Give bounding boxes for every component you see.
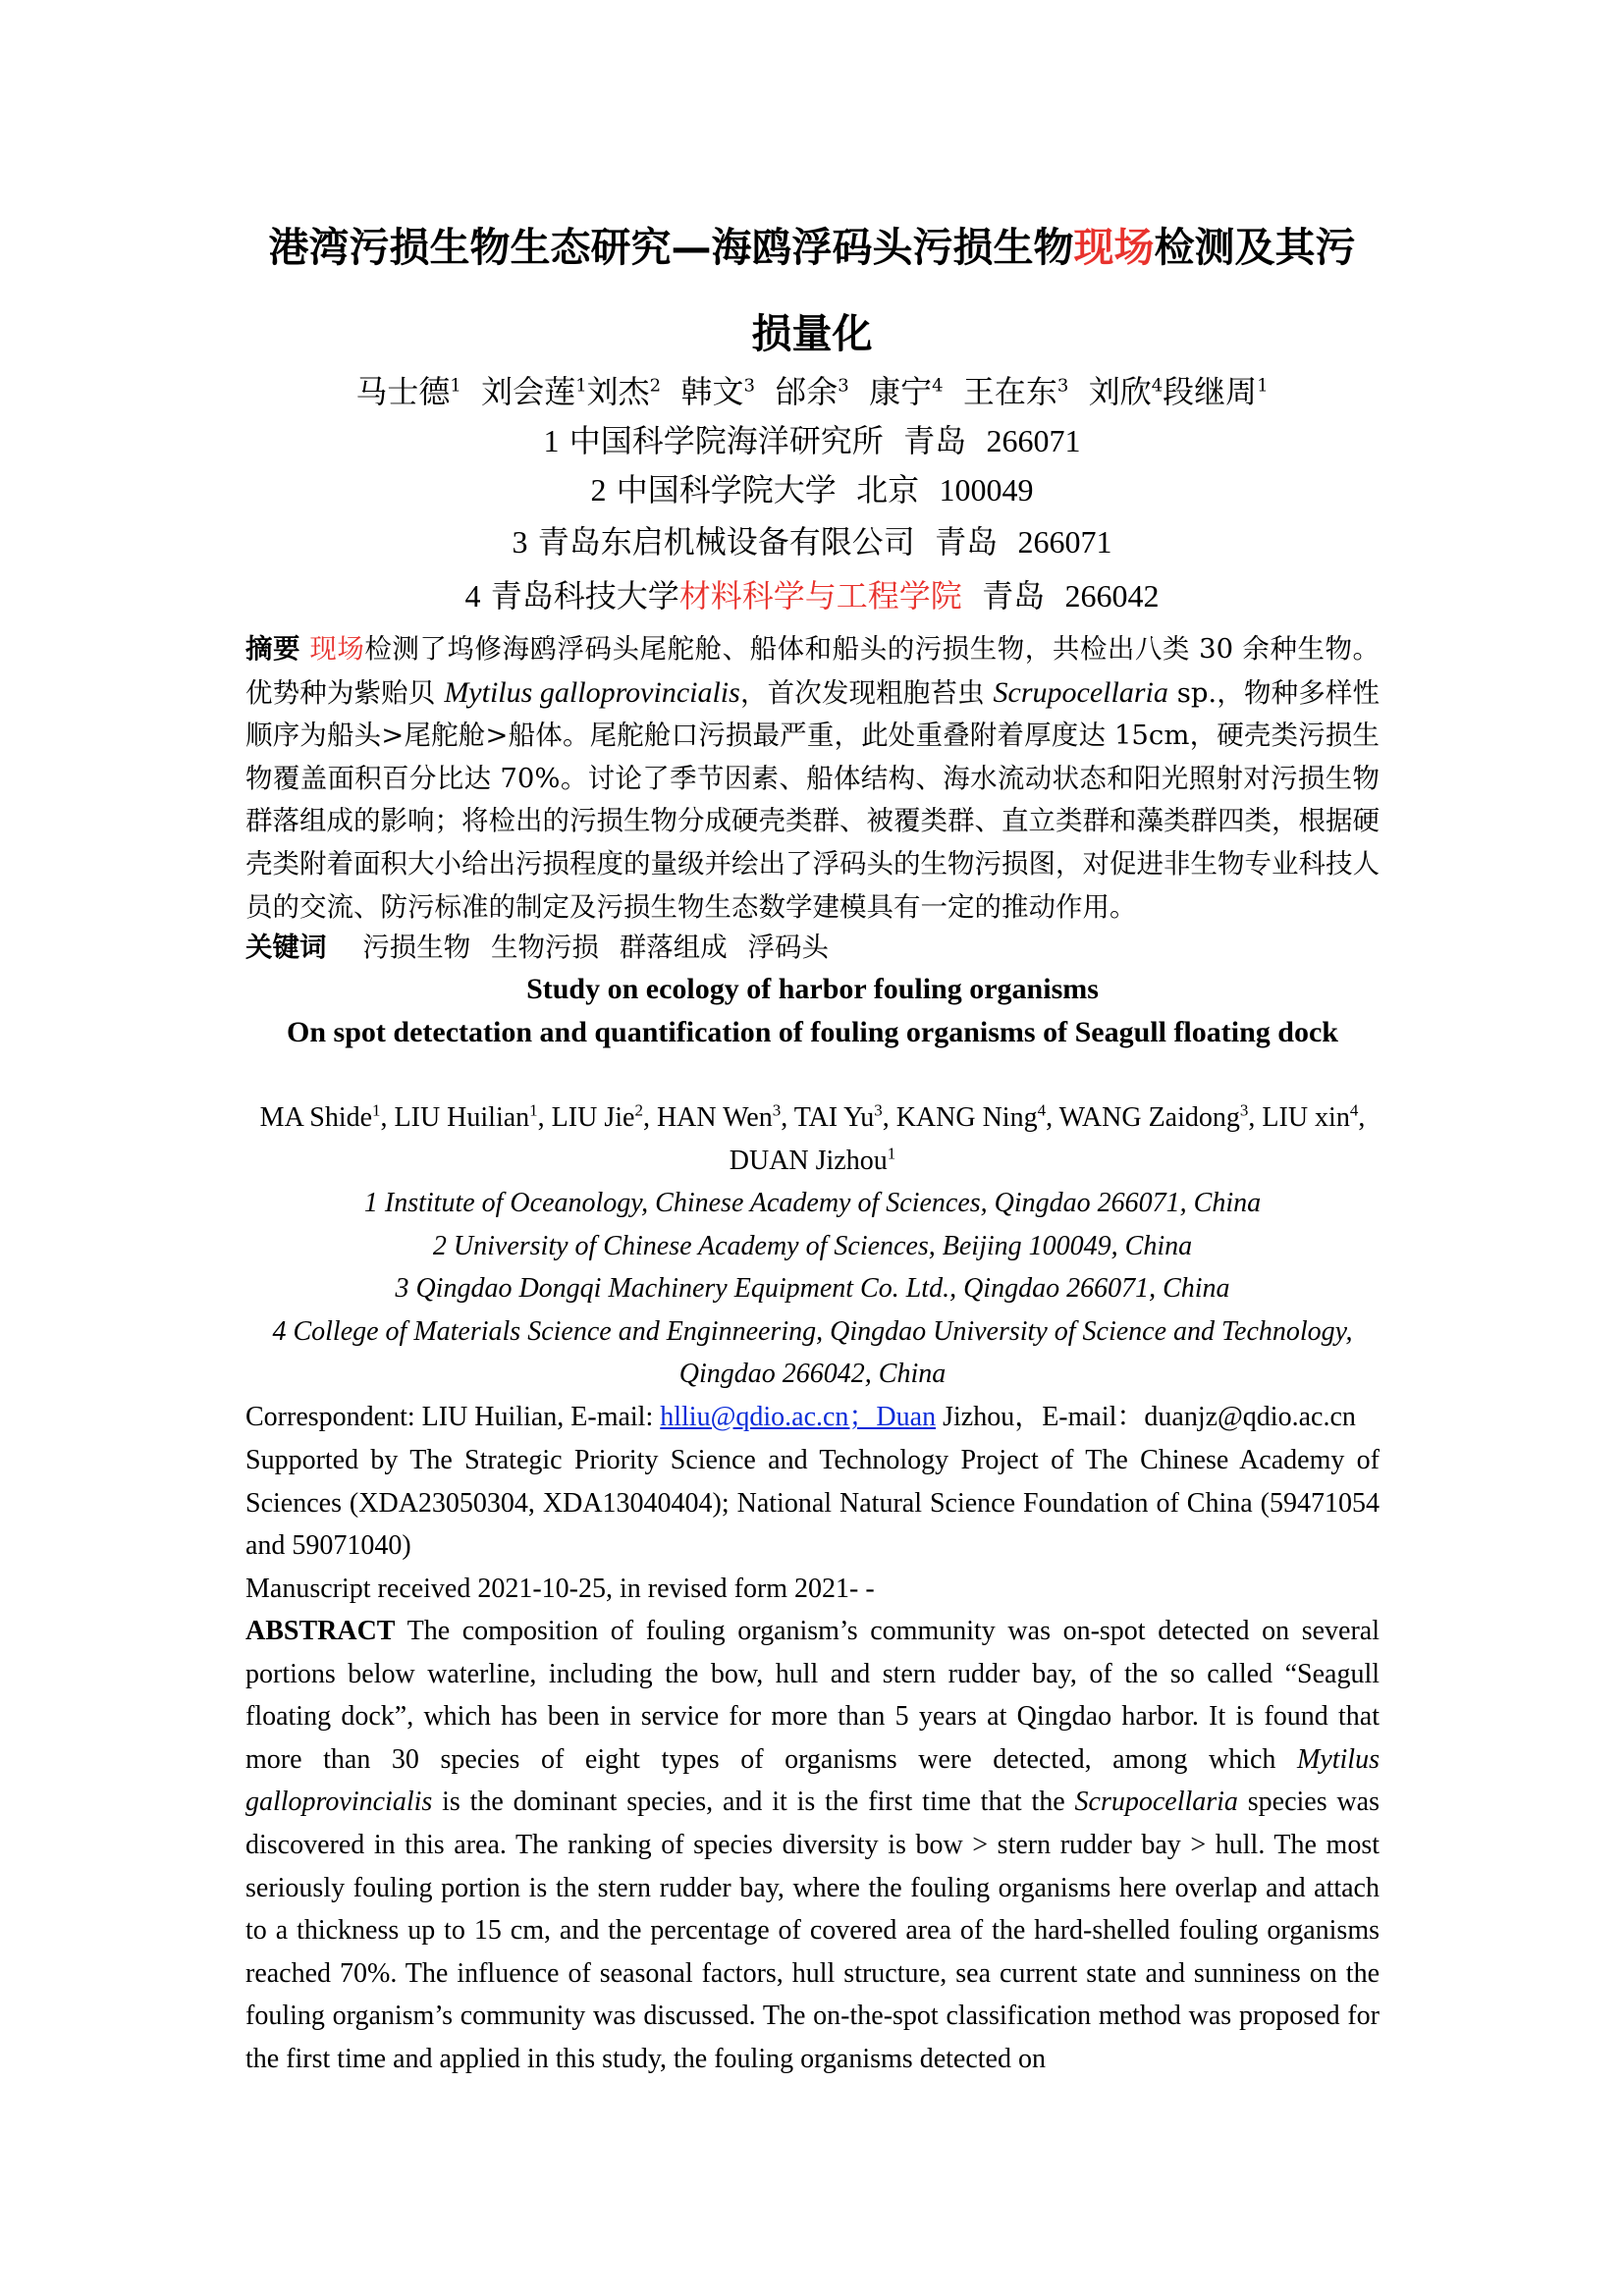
abstract-en: ABSTRACT The composition of fouling organism’s community was on-spot detected on several portions below waterline, including the bow, hull and stern rudder bay, of the so called “Seagull floating dock”, which has been in service for more than 5 years at Qingdao harbor. It is found that more than 30 species of eight types of organisms were detected, among which Mytilus galloprovincialis is the dominant species, and it is the first time that the Scrupocellaria species was discovered in this area. The ranking of species diversity is bow > stern rudder bay > hull. The most seriously fouling portion is the stern rudder bay, where the fouling organisms here overlap and attach to a thickness up to 15 cm, and the percentage of covered area of the hard-shelled fouling organisms reached 70%. The influence of seasonal factors, hull structure, sea current state and sunniness on the fouling organism’s community was discussed. The on-the-spot classification method was proposed for the first time and applied in this study, the fouling organisms detected on bbox=[245, 1616, 1380, 2074]
affiliation-cn-1: 1 中国科学院海洋研究所 青岛 266071 bbox=[543, 422, 1081, 459]
author-en: LIU xin$^4$ bbox=[1262, 1100, 1359, 1133]
affiliation-en-2: 2 University of Chinese Academy of Sciences, Beijing 100049, China bbox=[432, 1230, 1193, 1261]
abstract-en-label: ABSTRACT bbox=[245, 1616, 396, 1646]
author-en: LIU Huilian$^1$ bbox=[394, 1100, 538, 1133]
title-highlight: 现场 bbox=[1073, 224, 1155, 271]
keywords-label: 关键词 bbox=[245, 932, 327, 963]
affiliation-en-1: 1 Institute of Oceanology, Chinese Academy of Sciences, Qingdao 266071, China bbox=[363, 1188, 1262, 1218]
abstract-cn-label: 摘要 bbox=[245, 633, 301, 665]
paper-title-en bbox=[245, 968, 1380, 1054]
author-cn: 马士德$^1$ bbox=[355, 373, 461, 410]
title-line2: 损量化 bbox=[751, 310, 873, 357]
email-link[interactable]: hlliu@qdio.ac.cn；Duan bbox=[660, 1402, 937, 1432]
species-name: Mytilus galloprovincialis bbox=[245, 1743, 1380, 1818]
title-en-line1: Study on ecology of harbor fouling organisms bbox=[526, 973, 1099, 1005]
paper-title-cn bbox=[245, 204, 1379, 377]
title-part2: 检测及其污 bbox=[1154, 224, 1356, 271]
author-en: LIU Jie$^2$ bbox=[551, 1100, 643, 1133]
species-name: Scrupocellaria bbox=[993, 675, 1168, 709]
affiliation-cn-4: 4 青岛科技大学材料科学与工程学院 青岛 266042 bbox=[464, 577, 1160, 614]
author-cn: 邰余$^3$ bbox=[775, 373, 849, 410]
authors-en: MA Shide$^1$, LIU Huilian$^1$, LIU Jie$^2$, HAN Wen$^3$, TAI Yu$^3$, KANG Ning$^4$, WANG Zaidong$^3$, LIU xin$^4$, DUAN Jizhou$^1$ bbox=[259, 1100, 1366, 1176]
title-part1: 港湾污损生物生态研究—海鸥浮码头污损生物 bbox=[268, 224, 1074, 271]
author-cn: 段继周$^1$ bbox=[1163, 373, 1269, 410]
affiliation-cn-2: 2 中国科学院大学 北京 100049 bbox=[590, 471, 1034, 508]
author-en: MA Shide$^1$ bbox=[259, 1100, 381, 1133]
abstract-cn-highlight: 现场 bbox=[309, 633, 365, 665]
correspondent: Correspondent: LIU Huilian, E-mail: hlliu@qdio.ac.cn；Duan Jizhou，E-mail：duanjz@qdio.ac.cn bbox=[245, 1402, 1356, 1432]
affiliation-cn-3: 3 青岛东启机械设备有限公司 青岛 266071 bbox=[512, 523, 1112, 561]
author-en: WANG Zaidong$^3$ bbox=[1058, 1100, 1249, 1133]
keyword: 生物污损 bbox=[491, 932, 599, 963]
keyword: 浮码头 bbox=[747, 932, 829, 963]
author-en: DUAN Jizhou$^1$ bbox=[729, 1144, 896, 1176]
author-cn: 刘会莲$^1$ bbox=[481, 373, 587, 410]
abstract-cn: 摘要 现场检测了坞修海鸥浮码头尾舵舱、船体和船头的污损生物，共检出八类 30 余种生物。优势种为紫贻贝 Mytilus galloprovincialis，首次发现粗胞苔虫 Scrupocellaria sp.，物种多样性顺序为船头>尾舵舱>船体。尾舵舱口污损最严重，此处重叠附着厚度达 15cm，硬壳类污损生物覆盖面积百分比达 70%。讨论了季节因素、船体结构、海水流动状态和阳光照射对污损生物群落组成的影响；将检出的污损生物分成硬壳类群、被覆类群、直立类群和藻类群四类，根据硬壳类附着面积大小给出污损程度的量级并绘出了浮码头的生物污损图，对促进非生物专业科技人员的交流、防污标准的制定及污损生物生态数学建模具有一定的推动作用。 bbox=[245, 633, 1380, 923]
author-cn: 王在东$^3$ bbox=[962, 373, 1069, 410]
keyword: 群落组成 bbox=[619, 932, 728, 963]
author-cn: 韩文$^3$ bbox=[680, 373, 755, 410]
author-en: HAN Wen$^3$ bbox=[656, 1100, 782, 1133]
affiliation-en-3: 3 Qingdao Dongqi Machinery Equipment Co. Ltd., Qingdao 266071, China bbox=[395, 1273, 1230, 1305]
affiliations-en bbox=[245, 1182, 1380, 1396]
author-cn: 康宁$^4$ bbox=[869, 373, 944, 410]
author-en: TAI Yu$^3$ bbox=[793, 1100, 883, 1133]
title-en-line2: On spot detectation and quantification of fouling organisms of Seagull floating dock bbox=[287, 1016, 1338, 1048]
keywords-cn bbox=[245, 927, 1380, 970]
author-cn: 刘杰$^2$ bbox=[586, 373, 662, 410]
author-cn: 刘欣$^4$ bbox=[1088, 373, 1164, 410]
authors-cn bbox=[196, 367, 1428, 416]
author-en: KANG Ning$^4$ bbox=[895, 1100, 1047, 1133]
manuscript-received: Manuscript received 2021-10-25, in revised form 2021- - bbox=[245, 1574, 875, 1604]
species-name: Mytilus galloprovincialis bbox=[444, 675, 740, 709]
keyword: 污损生物 bbox=[362, 932, 471, 963]
funding-statement: Supported by The Strategic Priority Science and Technology Project of The Chinese Academy of Sciences (XDA23050304, XDA13040404); National Natural Science Foundation of China (59471054 and 59071040) bbox=[245, 1445, 1380, 1562]
species-name: Scrupocellaria bbox=[1074, 1787, 1238, 1818]
affiliation-en-4: 4 College of Materials Science and Enginneering, Qingdao University of Science and Technology, Qingdao 266042, China bbox=[272, 1315, 1353, 1390]
